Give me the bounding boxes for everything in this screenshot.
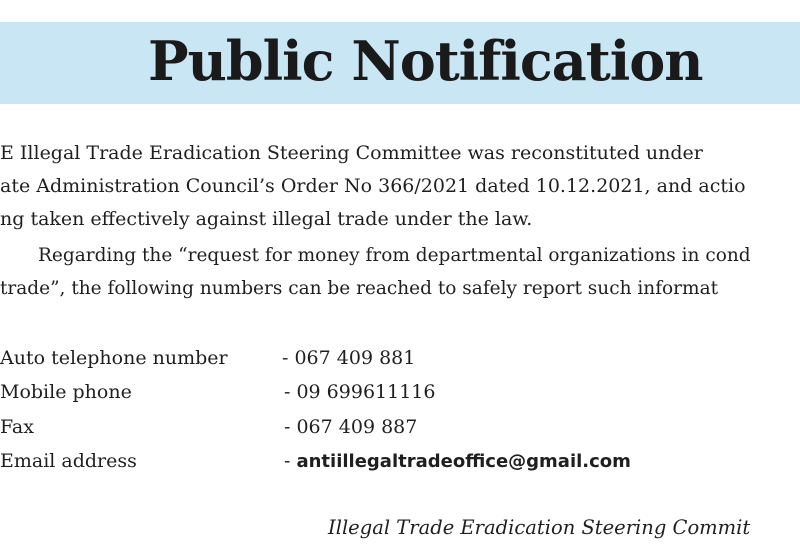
contact-label-mobile: Mobile phone [0, 381, 132, 403]
contact-label-email: Email address [0, 450, 137, 472]
body-line-4: Regarding the “request for money from departmental organizations in cond [38, 245, 751, 266]
contact-value-mobile: - 09 699611116 [284, 381, 436, 403]
contact-value-phone: - 067 409 881 [282, 347, 416, 369]
contact-label-phone: Auto telephone number [0, 347, 228, 369]
title-banner [0, 22, 800, 104]
body-line-5: trade”, the following numbers can be reached to safely report such informat [0, 278, 719, 299]
body-line-1: E Illegal Trade Eradication Steering Committee was reconstituted under [0, 142, 703, 164]
email-address-link[interactable]: antiillegaltradeoffice@gmail.com [296, 451, 631, 472]
contact-value-fax: - 067 409 887 [284, 416, 418, 438]
body-line-2: ate Administration Council’s Order No 366/2021 dated 10.12.2021, and actio [0, 175, 746, 197]
signature: Illegal Trade Eradication Steering Commit [328, 516, 751, 539]
body-line-3: ng taken effectively against illegal trade under the law. [0, 208, 533, 230]
email-dash: - [284, 450, 297, 472]
contact-value-email-row [284, 448, 631, 475]
contact-label-fax: Fax [0, 416, 34, 438]
page-title: Public Notification [148, 29, 703, 93]
